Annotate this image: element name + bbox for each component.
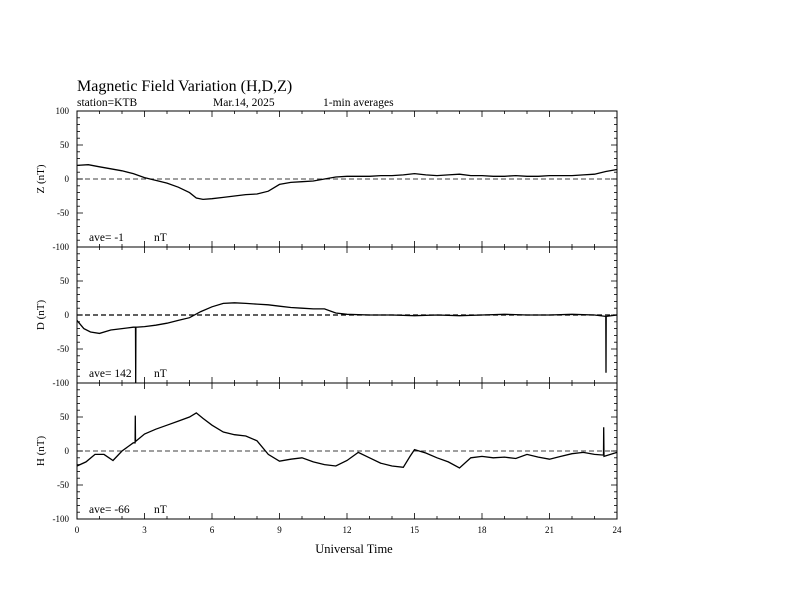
y-tick-label: 0 bbox=[64, 310, 69, 320]
z-average-unit: nT bbox=[154, 232, 167, 244]
h-average-text: ave= -66 bbox=[89, 504, 130, 516]
y-tick-label: 50 bbox=[60, 140, 69, 150]
y-tick-label: -50 bbox=[57, 344, 69, 354]
x-tick-label: 21 bbox=[545, 525, 554, 535]
z-series-line bbox=[77, 165, 617, 200]
z-axis-label: Z (nT) bbox=[35, 164, 47, 194]
averaging-label: 1-min averages bbox=[323, 97, 394, 109]
y-tick-label: 50 bbox=[60, 276, 69, 286]
h-panel bbox=[35, 383, 617, 524]
x-axis-label: Universal Time bbox=[315, 542, 393, 556]
x-tick-label: 9 bbox=[277, 525, 282, 535]
x-tick-label: 24 bbox=[612, 525, 622, 535]
y-tick-label: -100 bbox=[52, 514, 69, 524]
x-tick-label: 0 bbox=[74, 525, 80, 535]
y-tick-label: 100 bbox=[55, 106, 69, 116]
d-panel bbox=[35, 247, 617, 388]
x-tick-label: 3 bbox=[142, 525, 147, 535]
x-axis bbox=[75, 525, 622, 535]
chart-title: Magnetic Field Variation (H,D,Z) bbox=[77, 78, 293, 95]
y-tick-label: 0 bbox=[64, 446, 69, 456]
y-tick-label: -50 bbox=[57, 208, 69, 218]
x-tick-label: 12 bbox=[342, 525, 352, 535]
chart-panels bbox=[35, 106, 617, 524]
x-tick-label: 6 bbox=[209, 525, 215, 535]
x-tick-label: 18 bbox=[477, 525, 487, 535]
station-label: station=KTB bbox=[77, 97, 138, 109]
z-panel bbox=[35, 106, 617, 252]
y-tick-label: 0 bbox=[64, 174, 69, 184]
h-series-line bbox=[77, 413, 617, 468]
date-label: Mar.14, 2025 bbox=[213, 97, 275, 109]
y-tick-label: -50 bbox=[57, 480, 69, 490]
y-tick-label: -100 bbox=[52, 378, 69, 388]
d-average-text: ave= 142 bbox=[89, 368, 132, 380]
y-tick-label: 50 bbox=[60, 412, 69, 422]
y-tick-label: -100 bbox=[52, 242, 69, 252]
d-axis-label: D (nT) bbox=[35, 299, 47, 331]
h-axis-label: H (nT) bbox=[35, 435, 47, 467]
z-average-text: ave= -1 bbox=[89, 232, 124, 244]
d-average-unit: nT bbox=[154, 368, 167, 380]
h-average-unit: nT bbox=[154, 504, 167, 516]
x-tick-label: 15 bbox=[410, 525, 419, 535]
